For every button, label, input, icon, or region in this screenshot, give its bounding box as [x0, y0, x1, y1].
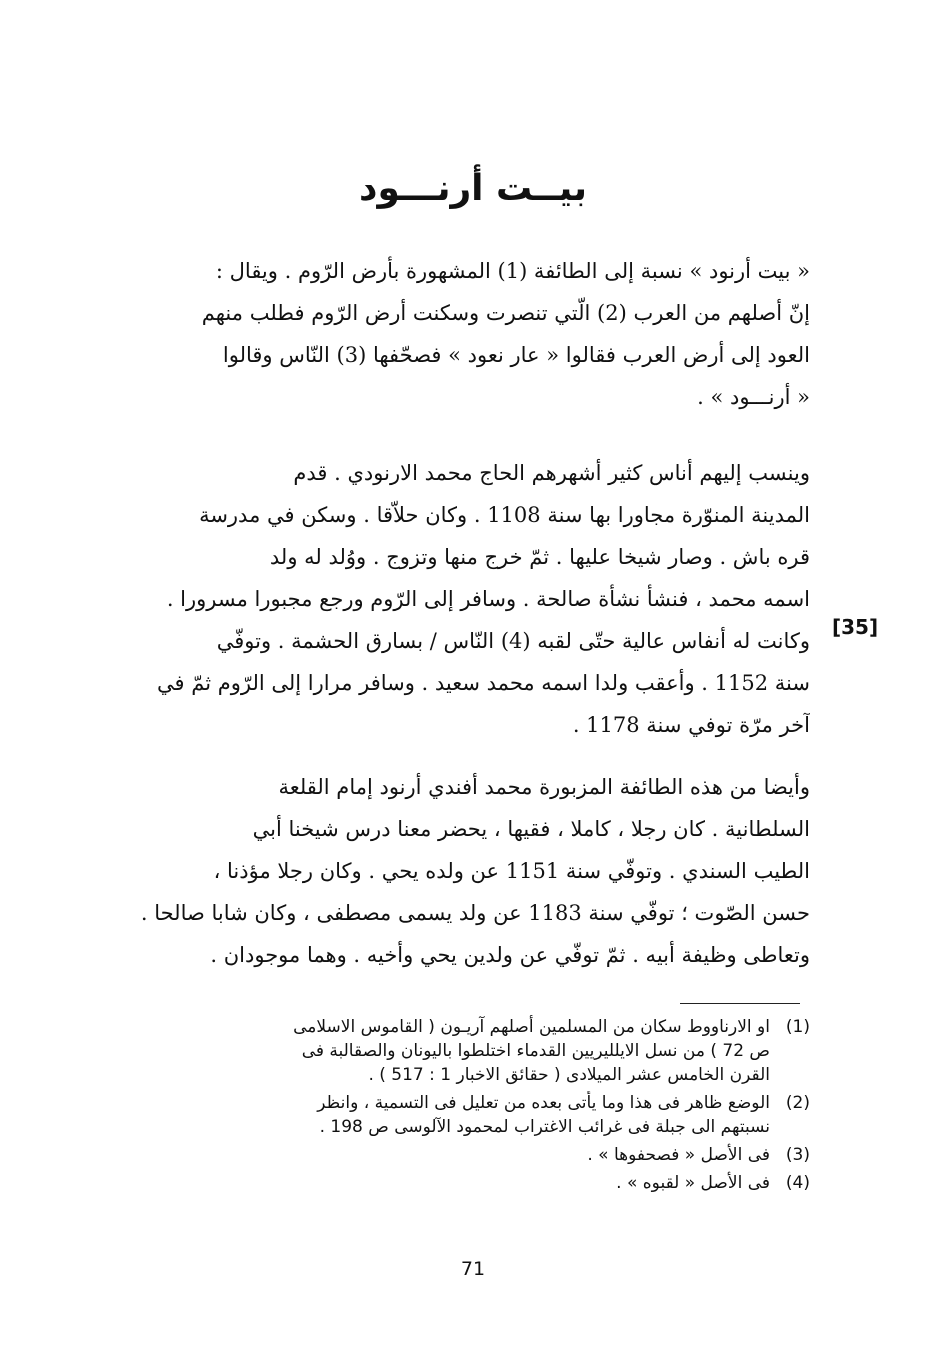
paragraph-line: سنة 1152 . وأعقب ولدا اسمه محمد سعيد . وسافر مرارا إلى الرّوم ثمّ في — [157, 671, 810, 695]
paragraph-line: حسن الصّوت ؛ توفّي سنة 1183 عن ولد يسمى مصطفى ، وكان شابا صالحا . — [140, 901, 810, 925]
footnote-text — [120, 1091, 770, 1139]
paragraph-line: إنّ أصلهم من العرب (2) الّتي تنصرت وسكنت أرض الرّوم فطلب منهم — [201, 301, 810, 325]
footnote-number: (4) — [785, 1173, 810, 1193]
paragraph-line: وينسب إليهم أناس كثير أشهرهم الحاج محمد الارنودي . قدم — [293, 461, 810, 485]
footnote-1 — [120, 1015, 810, 1087]
footnote-text — [120, 1171, 770, 1195]
footnote-number: (2) — [785, 1093, 810, 1113]
footnote-line: الوضع ظاهر فى هذا وما يأتى بعده من تعليل فى التسمية ، وانظر — [317, 1093, 770, 1113]
footnote-4 — [120, 1171, 810, 1195]
paragraph-line: المدينة المنوّرة مجاورا بها سنة 1108 . وكان حلاّقا . وسكن في مدرسة — [199, 503, 810, 527]
paragraph-line: وأيضا من هذه الطائفة المزبورة محمد أفندي أرنود إمام القلعة — [278, 775, 810, 799]
footnote-number: (3) — [785, 1145, 810, 1165]
margin-page-marker: [35] — [832, 615, 879, 639]
paragraph-line: وكانت له أنفاس عالية حتّى لقبه (4) النّاس / بسارق الحشمة . وتوفّي — [216, 629, 810, 653]
footnote-2 — [120, 1091, 810, 1139]
paragraph-line: آخر مرّة توفي سنة 1178 . — [572, 713, 810, 737]
footnote-text — [120, 1143, 770, 1167]
footnote-number: (1) — [785, 1017, 810, 1037]
paragraph-line: « أرنـــود » . — [697, 385, 810, 409]
footnote-line: فى الأصل « فصحفوها » . — [587, 1145, 770, 1165]
paragraph-line: « بيت أرنود » نسبة إلى الطائفة (1) المشهورة بأرض الرّوم . ويقال : — [215, 259, 810, 283]
footnote-line: القرن الخامس عشر الميلادى ( حقائق الاخبار 1 : 517 ) . — [368, 1065, 770, 1085]
footnotes — [120, 1015, 810, 1199]
footnote-3 — [120, 1143, 810, 1167]
page-number: 71 — [460, 1258, 486, 1280]
footnote-text — [120, 1015, 770, 1087]
paragraph-line: السلطانية . كان رجلا ، كاملا ، فقيها ، يحضر معنا درس شيخنا أبي — [252, 817, 810, 841]
paragraph-line: اسمه محمد ، فنشأ نشأة صالحة . وسافر إلى الرّوم ورجع مجبورا مسرورا . — [166, 587, 810, 611]
footnote-line: نسبتهم الى جبلة فى غرائب الاغتراب لمحمود الآلوسى ص 198 . — [319, 1117, 770, 1137]
footnote-line: فى الأصل « لقبوه » . — [616, 1173, 770, 1193]
footnote-line: ص 72 ) من نسل الايلليريين القدماء اختلطوا باليونان والصقالبة فى — [301, 1041, 770, 1061]
paragraph-line: وتعاطى وظيفة أبيه . ثمّ توفّي عن ولدين يحي وأخيه . وهما موجودان . — [210, 943, 810, 967]
paragraph-line: الطيب السندي . وتوفّي سنة 1151 عن ولده يحي . وكان رجلا مؤذنا ، — [213, 859, 810, 883]
footnote-line: او الارناووط سكان من المسلمين أصلهم آريـون ( القاموس الاسلامى — [293, 1017, 770, 1037]
chapter-title: بيــت أرنـــود — [358, 168, 587, 209]
paragraph-line: قره باش . وصار شيخا عليها . ثمّ خرج منها وتزوج . ووُلد له ولد — [269, 545, 810, 569]
footnote-divider — [680, 1003, 800, 1004]
paragraph-2 — [130, 452, 810, 746]
paragraph-1 — [130, 250, 810, 418]
paragraph-line: العود إلى أرض العرب فقالوا « عار نعود » فصحّفها (3) النّاس وقالوا — [222, 343, 810, 367]
paragraph-3 — [130, 766, 810, 976]
